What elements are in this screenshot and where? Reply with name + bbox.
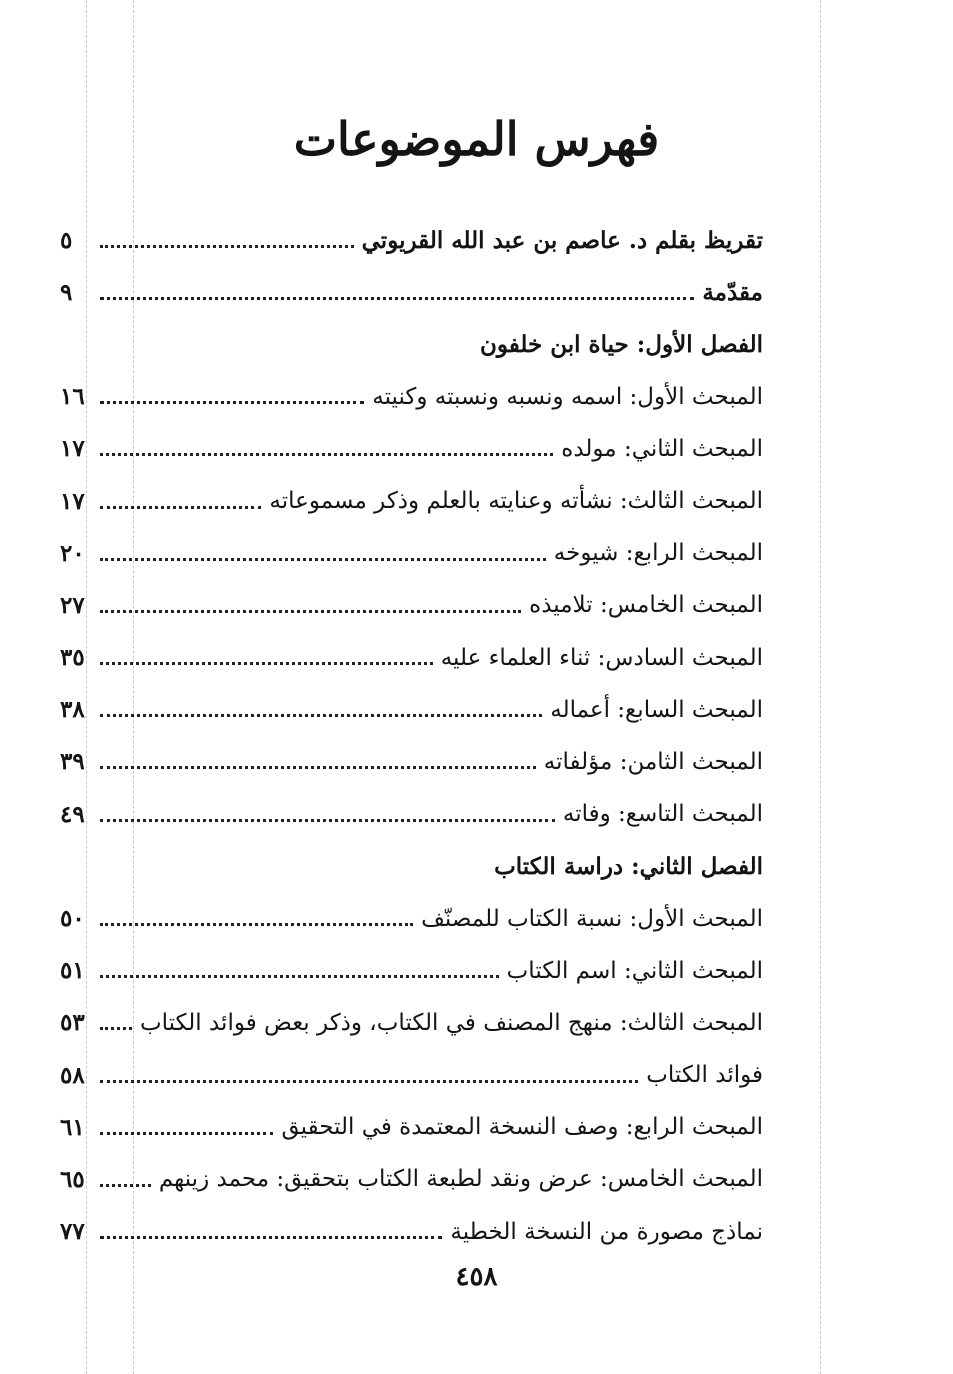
toc-entry-title: المبحث الأول: اسمه ونسبه ونسبته وكنيته (372, 383, 763, 410)
toc-leader-dots (100, 610, 521, 613)
toc-entry-title: المبحث السادس: ثناء العلماء عليه (440, 644, 763, 671)
toc-leader-dots (100, 297, 694, 300)
toc-entry (60, 579, 763, 631)
toc-page-number: ٦١ (60, 1113, 85, 1141)
toc-page-number: ٥١ (60, 957, 85, 985)
toc-page-number: ٣٨ (60, 696, 85, 724)
toc-entry (60, 1049, 763, 1101)
toc-entry (60, 684, 763, 736)
toc-entry (60, 423, 763, 475)
toc-page-number: ٩ (60, 278, 73, 306)
toc-leader-dots (100, 975, 499, 978)
toc-leader-dots (100, 662, 433, 665)
toc-leader-dots (100, 923, 413, 926)
toc-entry-title: المبحث الخامس: عرض ونقد لطبعة الكتاب بتحقيق: محمد زينهم (158, 1166, 763, 1193)
toc-entry-title: الفصل الثاني: دراسة الكتاب (494, 852, 763, 880)
toc-page-number: ٢٠ (60, 539, 85, 567)
table-of-contents (60, 214, 763, 1258)
toc-leader-dots (100, 1236, 442, 1239)
toc-page-number: ٤٩ (60, 800, 85, 828)
toc-page-number: ٣٥ (60, 644, 85, 672)
toc-entry-title: فوائد الكتاب (646, 1062, 763, 1089)
toc-entry (60, 527, 763, 579)
toc-entry (60, 266, 763, 318)
toc-page-number: ٧٧ (60, 1218, 85, 1246)
toc-leader-dots (100, 558, 546, 561)
toc-page-number: ٢٧ (60, 591, 85, 619)
toc-entry-title: المبحث الخامس: تلاميذه (529, 592, 763, 619)
toc-entry (60, 475, 763, 527)
toc-leader-dots (100, 819, 555, 822)
toc-leader-dots (100, 506, 261, 509)
toc-leader-dots (100, 401, 364, 404)
toc-entry-title: تقريظ بقلم د. عاصم بن عبد الله القريوتي (361, 226, 763, 254)
toc-entry-title: المبحث الأول: نسبة الكتاب للمصنّف (421, 905, 763, 932)
toc-page-number: ٣٩ (60, 748, 85, 776)
toc-entry-title: المبحث الثامن: مؤلفاته (543, 748, 763, 775)
toc-entry (60, 1153, 763, 1205)
toc-entry-title: المبحث الرابع: شيوخه (553, 540, 763, 567)
toc-entry (60, 214, 763, 266)
toc-entry (60, 788, 763, 840)
toc-page-number: ٥٣ (60, 1009, 85, 1037)
toc-entry (60, 371, 763, 423)
toc-chapter-heading (60, 840, 763, 892)
guide-line-center-right (820, 0, 821, 1374)
toc-entry (60, 997, 763, 1049)
toc-entry (60, 736, 763, 788)
toc-leader-dots (100, 245, 354, 248)
toc-page-number: ٥٨ (60, 1061, 85, 1089)
toc-chapter-heading (60, 318, 763, 370)
toc-leader-dots (100, 714, 542, 717)
footer-page-number: ٤٥٨ (455, 1262, 498, 1292)
toc-page-number: ١٧ (60, 435, 85, 463)
toc-entry-title: المبحث الرابع: وصف النسخة المعتمدة في التحقيق (281, 1114, 763, 1141)
toc-leader-dots (100, 1132, 273, 1135)
toc-entry-title: المبحث الثالث: نشأته وعنايته بالعلم وذكر مسموعاته (269, 488, 763, 515)
toc-entry-title: المبحث التاسع: وفاته (562, 801, 763, 828)
toc-page-number: ٦٥ (60, 1165, 85, 1193)
toc-entry (60, 1206, 763, 1258)
toc-entry-title: المبحث الثاني: اسم الكتاب (506, 957, 763, 984)
toc-entry (60, 892, 763, 944)
toc-leader-dots (100, 1027, 132, 1030)
toc-page-number: ١٦ (60, 383, 85, 411)
toc-leader-dots (100, 1080, 638, 1083)
toc-entry-title: مقدّمة (702, 278, 763, 306)
toc-entry-title: المبحث الثالث: منهج المصنف في الكتاب، وذكر بعض فوائد الكتاب (139, 1009, 763, 1036)
toc-leader-dots (100, 1184, 151, 1187)
toc-entry (60, 632, 763, 684)
toc-page-number: ٥ (60, 226, 73, 254)
toc-page-number: ٥٠ (60, 905, 85, 933)
toc-entry-title: المبحث السابع: أعماله (550, 696, 763, 723)
toc-leader-dots (100, 453, 553, 456)
toc-entry-title: الفصل الأول: حياة ابن خلفون (480, 330, 763, 358)
toc-entry-title: نماذج مصورة من النسخة الخطية (450, 1218, 763, 1245)
toc-leader-dots (100, 766, 536, 769)
page-title: فهرس الموضوعات (293, 112, 660, 166)
toc-entry (60, 1101, 763, 1153)
toc-page-number: ١٧ (60, 487, 85, 515)
toc-entry-title: المبحث الثاني: مولده (561, 435, 763, 462)
toc-entry (60, 945, 763, 997)
